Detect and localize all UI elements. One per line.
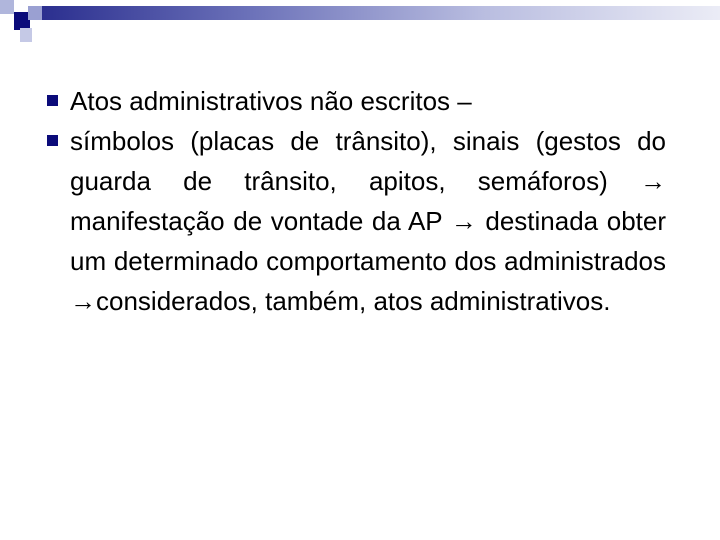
bullet-text: Atos administrativos não escritos – <box>70 86 472 116</box>
slide-content <box>70 81 666 321</box>
top-gradient-bar <box>42 6 720 20</box>
decor-square <box>0 14 14 28</box>
bullet-item <box>70 81 666 121</box>
decor-square <box>20 28 32 42</box>
decor-square <box>0 0 14 14</box>
bullet-item <box>70 121 666 321</box>
square-bullet-icon <box>47 95 58 106</box>
bullet-text: símbolos (placas de trânsito), sinais (gestos do guarda de trânsito, apitos, semáforos) → manifestação de vontade da AP → destinada obter um determinado comportamento dos administrados →considerados, também, atos administrativos. <box>70 126 666 316</box>
decor-square <box>28 6 42 20</box>
square-bullet-icon <box>47 135 58 146</box>
